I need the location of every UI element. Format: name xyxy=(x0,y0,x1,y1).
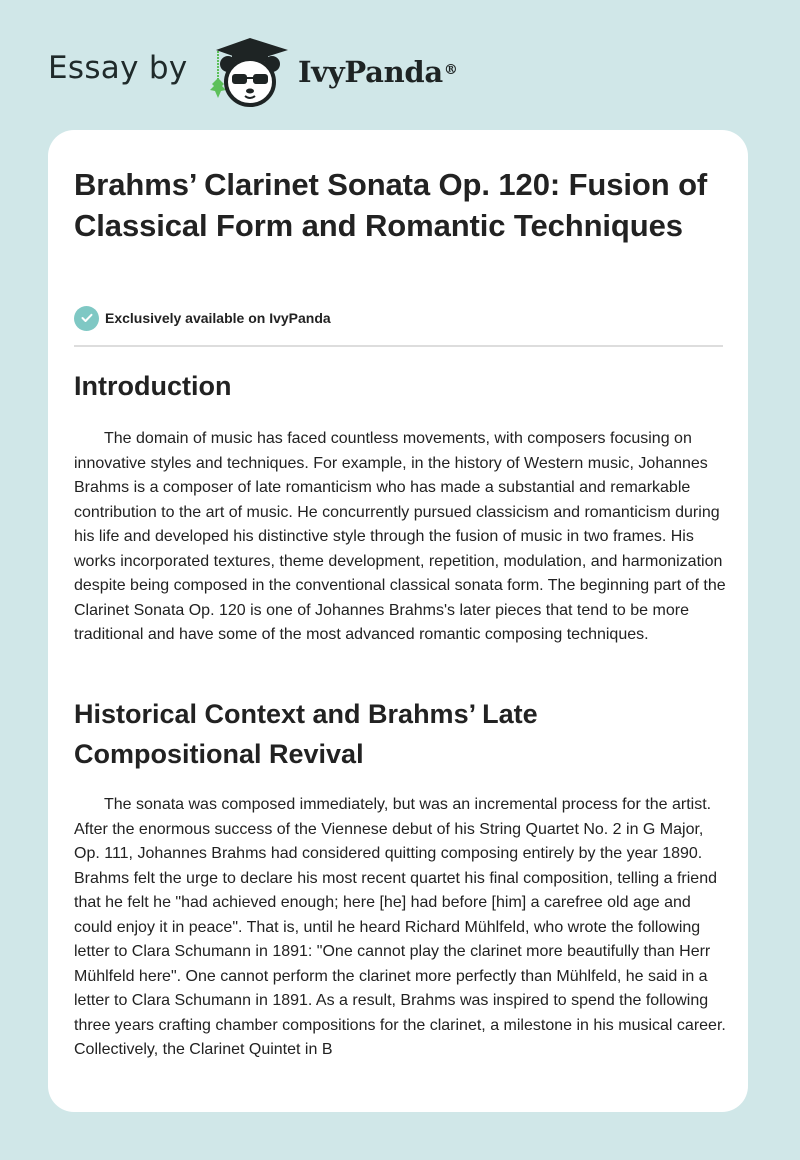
exclusive-badge-label: Exclusively available on IvyPanda xyxy=(105,310,331,326)
site-header xyxy=(0,0,800,120)
section-paragraph-historical-context: The sonata was composed immediately, but was an incremental process for the artist. After the enormous success of the Viennese debut of his String Quartet No. 2 in G Major, Op. 111, Johannes Brahms had considered quitting composing entirely by the year 1890. Brahms felt the urge to declare his most recent quartet his final composition, telling a friend that he felt he "had achieved enough; here [he] had before [him] a carefree old age and could enjoy it in peace". That is, until he heard Richard Mühlfeld, who wrote the following letter to Clara Schumann in 1891: "One cannot play the clarinet more beautifully than Herr Mühlfeld here". One cannot perform the clarinet more perfectly than Mühlfeld, he said in a letter to Clara Schumann in 1891. As a result, Brahms was inspired to spend the following three years crafting chamber compositions for the clarinet, a milestone in his musical career. Collectively, the Clarinet Quintet in B xyxy=(74,796,726,1058)
panda-graduation-cap-icon[interactable] xyxy=(202,34,294,110)
section-heading-historical-context: Historical Context and Brahms’ Late Compositional Revival xyxy=(74,699,538,769)
divider xyxy=(74,345,723,347)
check-circle-icon xyxy=(74,306,99,331)
essay-card xyxy=(48,130,748,1112)
section-paragraph-introduction: The domain of music has faced countless movements, with composers focusing on innovative styles and techniques. For example, in the history of Western music, Johannes Brahms is a composer of late romanticism who has made a substantial and remarkable contribution to the art of music. He concurrently pursued classicism and romanticism during his life and developed his distinctive style through the fusion of music in two frames. His works incorporated textures, theme development, repetition, modulation, and harmonization despite being composed in the conventional classical sonata form. The beginning part of the Clarinet Sonata Op. 120 is one of Johannes Brahms's later pieces that tend to be more traditional and have some of the most advanced romantic composing techniques. xyxy=(74,430,726,643)
section-heading-introduction: Introduction xyxy=(74,371,232,401)
brand-name[interactable] xyxy=(298,52,458,92)
page-title: Brahms’ Clarinet Sonata Op. 120: Fusion of Classical Form and Romantic Techniques xyxy=(74,167,708,243)
essay-by-label: Essay by xyxy=(48,50,188,86)
exclusive-badge xyxy=(74,305,331,331)
brand-name-text: IvyPanda xyxy=(298,55,443,89)
registered-mark: ® xyxy=(443,62,458,78)
